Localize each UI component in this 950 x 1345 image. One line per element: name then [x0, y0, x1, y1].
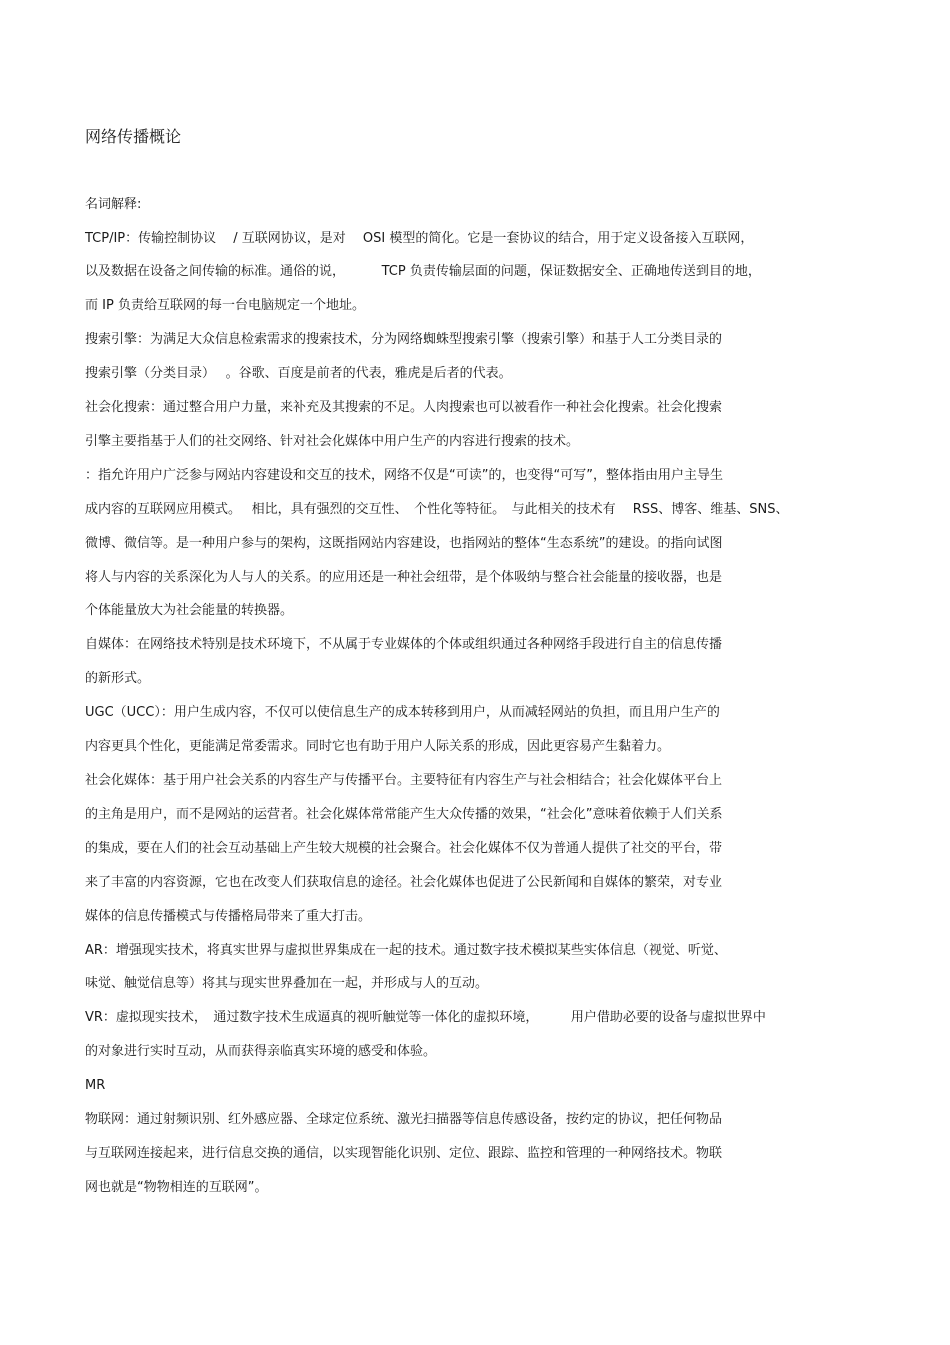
text-line: 个体能量放大为社会能量的转换器。 [85, 603, 294, 618]
text-line: 味觉、触觉信息等）将其与现实世界叠加在一起，并形成与人的互动。 [85, 976, 489, 991]
text-line: 的对象进行实时互动，从而获得亲临真实环境的感受和体验。 [85, 1044, 437, 1059]
text-line: 社会化媒体：基于用户社会关系的内容生产与传播平台。主要特征有内容生产与社会相结合；社会化媒体平台上 [85, 773, 723, 788]
text-line: 成内容的互联网应用模式。 相比，具有强烈的交互性、 个性化等特征。 与此相关的技术有 RSS、博客、维基、SNS、 [85, 502, 789, 517]
text-line: 媒体的信息传播模式与传播格局带来了重大打击。 [85, 909, 372, 924]
text-line: AR：增强现实技术，将真实世界与虚拟世界集成在一起的技术。通过数字技术模拟某些实体信息（视觉、听觉、 [85, 943, 727, 958]
text-line: 的新形式。 [85, 671, 151, 686]
text-line: 搜索引擎（分类目录） 。谷歌、百度是前者的代表，雅虎是后者的代表。 [85, 366, 512, 381]
text-line: VR：虚拟现实技术， 通过数字技术生成逼真的视听触觉等一体化的虚拟环境， 用户借助必要的设备与虚拟世界中 [85, 1010, 766, 1025]
text-line: 网也就是“物物相连的互联网”。 [85, 1180, 268, 1195]
text-line: 物联网：通过射频识别、红外感应器、全球定位系统、激光扫描器等信息传感设备，按约定的协议，把任何物品 [85, 1112, 723, 1127]
text-line: 内容更具个性化，更能满足常委需求。同时它也有助于用户人际关系的形成，因此更容易产生黏着力。 [85, 739, 671, 754]
text-line: UGC（UCC）：用户生成内容，不仅可以使信息生产的成本转移到用户，从而减轻网站的负担，而且用户生产的 [85, 705, 720, 720]
text-line: 微博、微信等。是一种用户参与的架构，这既指网站内容建设，也指网站的整体“生态系统”的建设。的指向试图 [85, 536, 723, 551]
text-line: 的集成，要在人们的社会互动基础上产生较大规模的社会聚合。社会化媒体不仅为普通人提供了社交的平台，带 [85, 841, 723, 856]
text-line: 将人与内容的关系深化为人与人的关系。的应用还是一种社会纽带，是个体吸纳与整合社会能量的接收器，也是 [85, 570, 723, 585]
text-line: 社会化搜索：通过整合用户力量，来补充及其搜索的不足。人肉搜索也可以被看作一种社会化搜索。社会化搜索 [85, 400, 723, 415]
text-line: 自媒体：在网络技术特别是技术环境下，不从属于专业媒体的个体或组织通过各种网络手段进行自主的信息传播 [85, 637, 723, 652]
text-line: 搜索引擎：为满足大众信息检索需求的搜索技术，分为网络蜘蛛型搜索引擎（搜索引擎）和基于人工分类目录的 [85, 332, 723, 347]
text-line: 与互联网连接起来，进行信息交换的通信，以实现智能化识别、定位、跟踪、监控和管理的一种网络技术。物联 [85, 1146, 723, 1161]
text-line: 名词解释: [85, 197, 142, 212]
text-line: ：指允许用户广泛参与网站内容建设和交互的技术，网络不仅是“可读”的，也变得“可写”，整体指由用户主导生 [85, 468, 723, 483]
text-line: 引擎主要指基于人们的社交网络、针对社会化媒体中用户生产的内容进行搜索的技术。 [85, 434, 580, 449]
text-line: MR [85, 1078, 106, 1093]
text-line: TCP/IP：传输控制协议 / 互联网协议，是对 OSI 模型的简化。它是一套协议的结合，用于定义设备接入互联网， [85, 231, 754, 246]
page-title: 网络传播概论 [85, 127, 182, 146]
text-line: 来了丰富的内容资源，它也在改变人们获取信息的途径。社会化媒体也促进了公民新闻和自媒体的繁荣，对专业 [85, 875, 723, 890]
text-line: 的主角是用户，而不是网站的运营者。社会化媒体常常能产生大众传播的效果，“社会化”意味着依赖于人们关系 [85, 807, 723, 822]
text-line: 以及数据在设备之间传输的标准。通俗的说， TCP 负责传输层面的问题，保证数据安全、正确地传送到目的地， [85, 264, 761, 279]
text-line: 而 IP 负责给互联网的每一台电脑规定一个地址。 [85, 298, 365, 313]
